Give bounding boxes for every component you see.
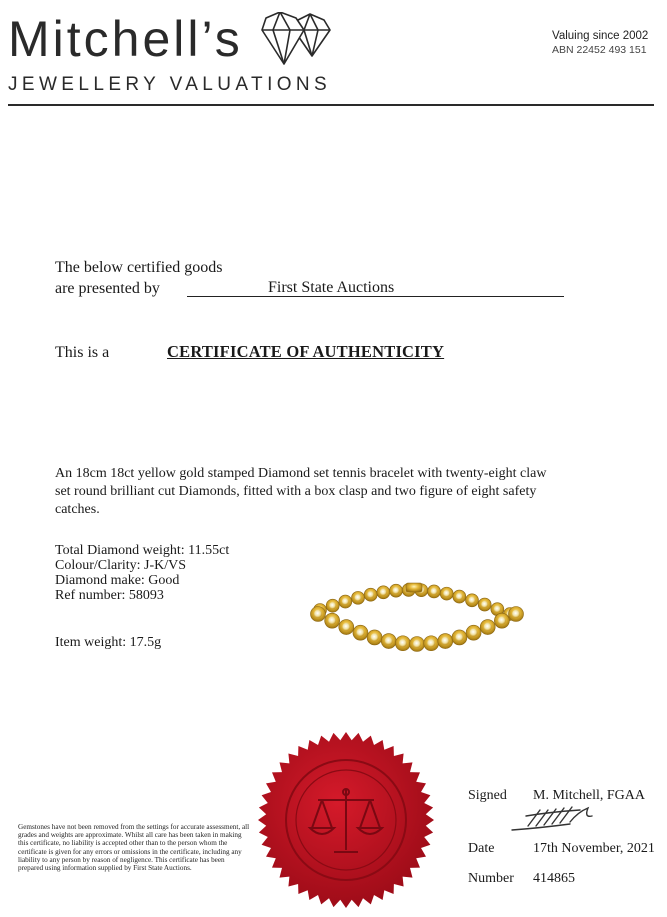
- wax-seal: [256, 730, 436, 910]
- bracelet-diamond: [469, 629, 477, 637]
- bracelet-image: [310, 580, 525, 662]
- bracelet-diamond: [494, 606, 501, 613]
- bracelet-diamond: [498, 617, 506, 625]
- number-label: Number: [468, 871, 514, 886]
- colour-clarity: Colour/Clarity: J-K/VS: [55, 558, 187, 573]
- bracelet-diamond: [468, 597, 475, 604]
- signed-label: Signed: [468, 788, 507, 803]
- bracelet-diamond: [392, 587, 399, 594]
- certificate-title: CERTIFICATE OF AUTHENTICITY: [167, 342, 445, 361]
- bracelet-diamond: [356, 629, 364, 637]
- presentation-line: The below certified goods: [55, 259, 223, 276]
- handwritten-signature: [510, 804, 598, 834]
- bracelet-diamond: [484, 623, 492, 631]
- presented-by-label: are presented by: [55, 280, 160, 297]
- bracelet-clasp: [406, 583, 422, 592]
- signed-value: M. Mitchell, FGAA: [533, 788, 645, 803]
- bracelet-diamond: [342, 598, 349, 605]
- bracelet-diamond: [456, 593, 463, 600]
- bracelet-diamond: [328, 617, 336, 625]
- bracelet-diamond: [481, 601, 488, 608]
- bracelet-diamond: [430, 588, 437, 595]
- header-divider: [8, 104, 654, 106]
- item-description: An 18cm 18ct yellow gold stamped Diamond set tennis bracelet with twenty-eight claw set round brilliant cut Diamonds, fitted with a box clasp and two figure of eight safety catches.: [55, 466, 547, 517]
- diamond-icon: [258, 12, 332, 70]
- bracelet-diamond: [512, 610, 520, 618]
- disclaimer-text: Gemstones have not been removed from the settings for accurate assessment, all grades and weights are approximate. Whilst all care has been taken in making this certificate, no liability is accepted other than to the person whom the certificate is given for any errors or omissions in the certificate, including any liability to any person by reason of negligence. This certificate has been prepared using information supplied by First State Auctions.: [18, 823, 250, 873]
- date-value: 17th November, 2021: [533, 841, 655, 856]
- bracelet-diamond: [370, 633, 378, 641]
- number-value: 414865: [533, 871, 575, 886]
- bracelet-diamond: [342, 623, 350, 631]
- date-label: Date: [468, 841, 495, 856]
- bracelet-diamond: [413, 640, 421, 648]
- bracelet-diamond: [354, 594, 361, 601]
- brand-subtitle: JEWELLERY VALUATIONS: [8, 74, 332, 95]
- bracelet-diamond: [455, 633, 463, 641]
- bracelet-diamond: [329, 602, 336, 609]
- diamond-make: Diamond make: Good: [55, 573, 180, 588]
- item-weight: Item weight: 17.5g: [55, 635, 162, 650]
- bracelet-diamond: [427, 639, 435, 647]
- tagline: Valuing since 2002: [552, 30, 649, 42]
- brand-name: Mitchell’s: [8, 11, 243, 67]
- bracelet-diamond: [441, 637, 449, 645]
- presenter-underline: [187, 296, 564, 297]
- ref-number: Ref number: 58093: [55, 588, 164, 603]
- certificate-prefix: This is a: [55, 344, 110, 361]
- bracelet-diamond: [443, 590, 450, 597]
- bracelet-diamond: [385, 637, 393, 645]
- bracelet-diamond: [380, 589, 387, 596]
- bracelet-diamond: [367, 591, 374, 598]
- total-diamond-weight: Total Diamond weight: 11.55ct: [55, 543, 230, 558]
- abn-number: ABN 22452 493 151: [552, 44, 647, 56]
- presenter-name: First State Auctions: [268, 279, 395, 296]
- bracelet-diamond: [314, 610, 322, 618]
- bracelet-diamond: [399, 639, 407, 647]
